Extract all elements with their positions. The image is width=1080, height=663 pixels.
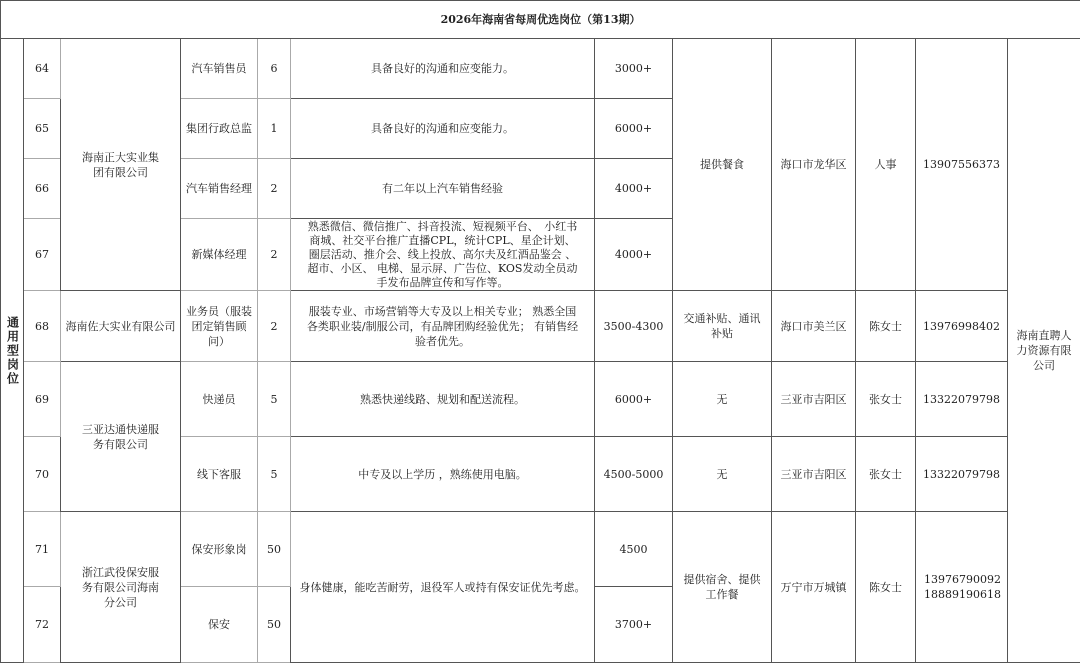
benefits-cell: 交通补贴、通讯补贴 (673, 291, 772, 362)
salary-cell: 6000+ (595, 362, 673, 437)
company-cell: 三亚达通快递服务有限公司 (61, 362, 181, 512)
benefits-cell: 无 (673, 437, 772, 512)
count-cell: 5 (258, 362, 291, 437)
table-row (1, 512, 1080, 587)
position-cell: 汽车销售员 (181, 39, 258, 99)
requirement-cell: 身体健康，能吃苦耐劳，退役军人或持有保安证优先考虑。 (291, 512, 595, 663)
benefits-cell: 无 (673, 362, 772, 437)
count-cell: 50 (258, 587, 291, 663)
position-cell: 线下客服 (181, 437, 258, 512)
contact-cell: 陈女士 (856, 291, 916, 362)
position-cell: 集团行政总监 (181, 99, 258, 159)
count-cell: 2 (258, 219, 291, 291)
position-cell: 保安 (181, 587, 258, 663)
contact-cell: 人事 (856, 39, 916, 291)
requirement-cell: 熟悉快递线路、规划和配送流程。 (291, 362, 595, 437)
location-cell: 三亚市吉阳区 (772, 437, 856, 512)
requirement-cell: 有二年以上汽车销售经验 (291, 159, 595, 219)
position-cell: 快递员 (181, 362, 258, 437)
row-number: 69 (24, 362, 61, 437)
row-number: 65 (24, 99, 61, 159)
location-cell: 海口市美兰区 (772, 291, 856, 362)
row-number: 70 (24, 437, 61, 512)
count-cell: 2 (258, 159, 291, 219)
requirement-cell: 具备良好的沟通和应变能力。 (291, 99, 595, 159)
contact-cell: 陈女士 (856, 512, 916, 663)
location-cell: 三亚市吉阳区 (772, 362, 856, 437)
count-cell: 5 (258, 437, 291, 512)
company-cell: 海南正大实业集团有限公司 (61, 39, 181, 291)
salary-cell: 6000+ (595, 99, 673, 159)
salary-cell: 4000+ (595, 159, 673, 219)
row-number: 72 (24, 587, 61, 663)
salary-cell: 3500-4300 (595, 291, 673, 362)
count-cell: 1 (258, 99, 291, 159)
requirement-cell: 熟悉微信、微信推广、抖音投流、短视频平台、 小红书商城、社交平台推广直播CPL，统计CPL、星企计划、圈层活动、推介会、线上投放、高尔夫及红酒品鉴会 、超市、小区、 电梯、显示屏、广告位、KOS发动全员动手发布品牌宣传和写作等。 (291, 219, 595, 291)
table-title: 2026年海南省每周优选岗位（第13期） (1, 1, 1080, 39)
requirement-cell: 服装专业、市场营销等大专及以上相关专业； 熟悉全国各类职业装/制服公司，有品牌团购经验优先； 有销售经验者优先。 (291, 291, 595, 362)
contact-cell: 张女士 (856, 362, 916, 437)
row-number: 67 (24, 219, 61, 291)
row-number: 66 (24, 159, 61, 219)
phone-cell: 13322079798 (916, 362, 1008, 437)
phone-cell: 13976790092 18889190618 (916, 512, 1008, 663)
location-cell: 万宁市万城镇 (772, 512, 856, 663)
requirement-cell: 中专及以上学历 ，熟练使用电脑。 (291, 437, 595, 512)
phone-cell: 13976998402 (916, 291, 1008, 362)
count-cell: 6 (258, 39, 291, 99)
count-cell: 2 (258, 291, 291, 362)
salary-cell: 4000+ (595, 219, 673, 291)
phone-cell: 13907556373 (916, 39, 1008, 291)
salary-cell: 4500-5000 (595, 437, 673, 512)
table-row (1, 362, 1080, 437)
row-number: 71 (24, 512, 61, 587)
position-cell: 汽车销售经理 (181, 159, 258, 219)
salary-cell: 3700+ (595, 587, 673, 663)
position-cell: 新媒体经理 (181, 219, 258, 291)
phone-cell: 13322079798 (916, 437, 1008, 512)
salary-cell: 4500 (595, 512, 673, 587)
agency-cell: 海南直聘人力资源有限公司 (1008, 39, 1080, 663)
category-cell: 通用型岗位 (1, 39, 24, 663)
salary-cell: 3000+ (595, 39, 673, 99)
company-cell: 浙江武役保安服务有限公司海南分公司 (61, 512, 181, 663)
table-row (1, 291, 1080, 362)
count-cell: 50 (258, 512, 291, 587)
row-number: 64 (24, 39, 61, 99)
benefits-cell: 提供餐食 (673, 39, 772, 291)
company-cell: 海南佐大实业有限公司 (61, 291, 181, 362)
benefits-cell: 提供宿舍、提供工作餐 (673, 512, 772, 663)
location-cell: 海口市龙华区 (772, 39, 856, 291)
table-row (1, 39, 1080, 99)
position-cell: 业务员（服装团定销售顾问） (181, 291, 258, 362)
position-cell: 保安形象岗 (181, 512, 258, 587)
contact-cell: 张女士 (856, 437, 916, 512)
row-number: 68 (24, 291, 61, 362)
requirement-cell: 具备良好的沟通和应变能力。 (291, 39, 595, 99)
